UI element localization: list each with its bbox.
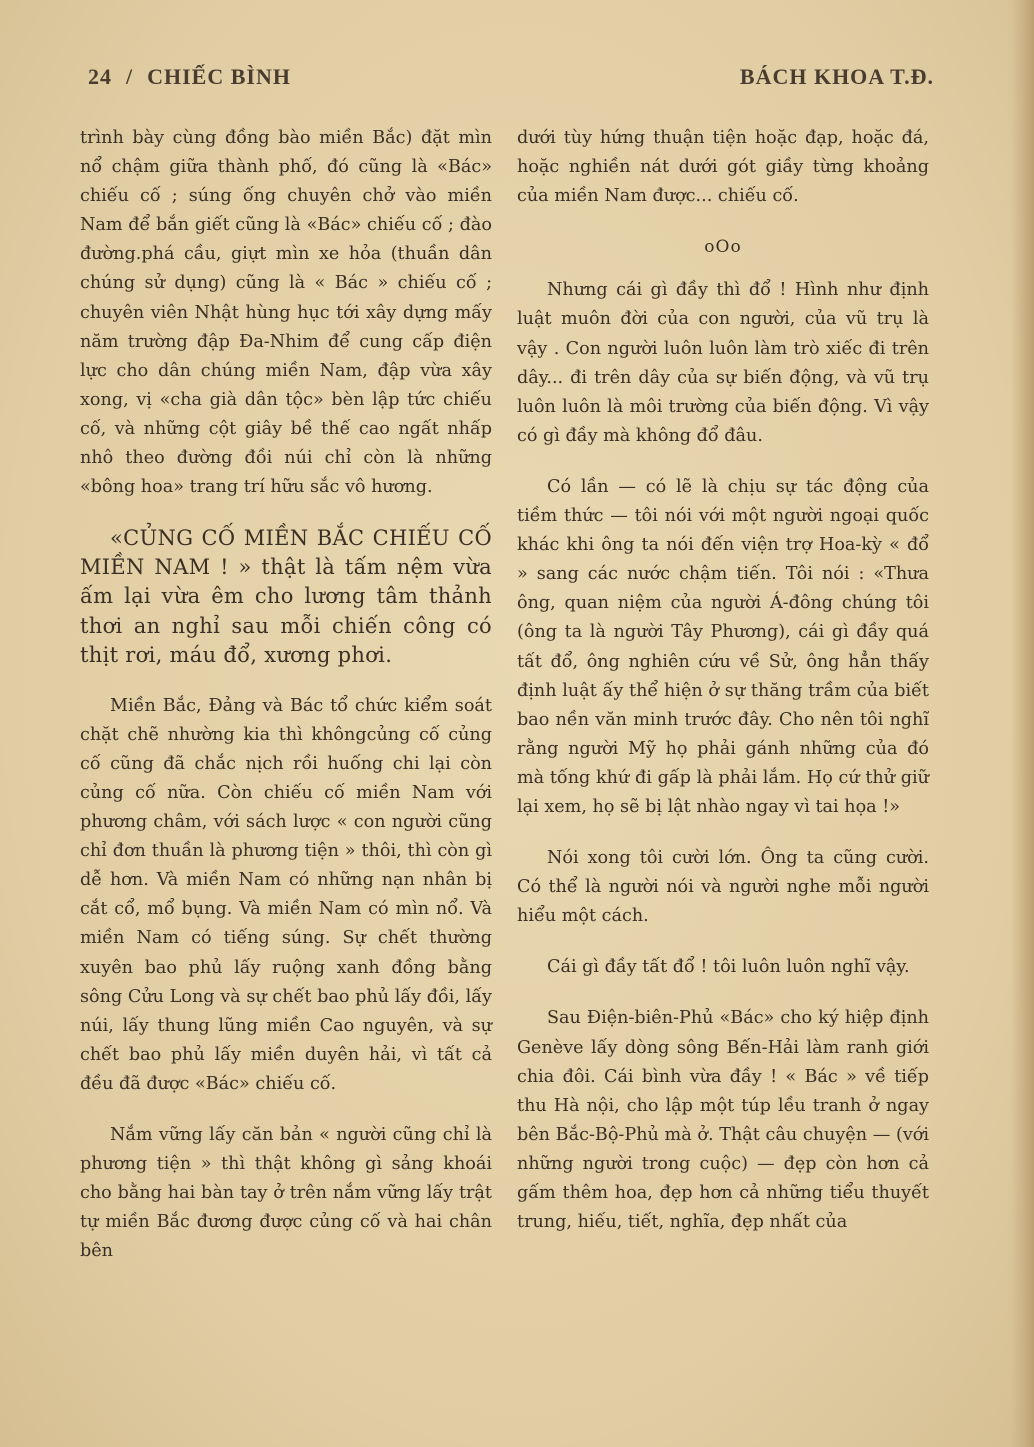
left-paragraph-4: Nắm vững lấy căn bản « người cũng chỉ là phương tiện » thì thật không gì sảng khoái cho bằng hai bàn tay ở trên nắm vững lấy trật tự miền Bắc đương được củng cố và hai chân bên [80,1125,492,1262]
right-paragraph-1: dưới tùy hứng thuận tiện hoặc đạp, hoặc đá, hoặc nghiền nát dưới gót giầy từng khoảng của miền Nam được... chiếu cố. [517,128,929,207]
right-paragraph-5: Cái gì đầy tất đổ ! tôi luôn luôn nghĩ vậy. [547,957,910,978]
right-paragraph-2: Nhưng cái gì đầy thì đổ ! Hình như định luật muôn đời của con người, của vũ trụ là vậy . Con người luôn luôn làm trò xiếc đi trên dây... đi trên dây của sự biến động, và vũ trụ luôn luôn là môi trường của biến động. Vì vậy có gì đầy mà không đổ đâu. [517,280,929,446]
right-paragraph-6: Sau Điện-biên-Phủ «Bác» cho ký hiệp định Genève lấy dòng sông Bến-Hải làm ranh giới chia đôi. Cái bình vừa đầy ! « Bác » về tiếp thu Hà nội, cho lập một túp lều tranh ở ngay bên Bắc-Bộ-Phủ mà ở. Thật câu chuyện — (với những người trong cuộc) — đẹp còn hơn cả gấm thêm hoa, đẹp hơn cả những tiểu thuyết trung, hiếu, tiết, nghĩa, đẹp nhất của [517,1008,929,1233]
page-edge-shadow [1010,0,1034,1447]
left-column [80,124,492,1288]
page-number: 24 [88,64,112,89]
right-paragraph-4: Nói xong tôi cười lớn. Ông ta cũng cười. Có thể là người nói và người nghe mỗi người hiểu một cách. [517,848,929,927]
page-header [88,64,934,94]
left-paragraph-1: trình bày cùng đồng bào miền Bắc) đặt mìn nổ chậm giữa thành phố, đó cũng là «Bác» chiếu cố ; súng ống chuyên chở vào miền Nam để bắn giết cũng là «Bác» chiếu cố ; đào đường.phá cầu, giựt mìn xe hỏa (thuần dân chúng sử dụng) cũng là « Bác » chiếu cố ; chuyên viên Nhật hùng hục tới xây dựng mấy năm trường đập Đa-Nhim để cung cấp điện lực cho dân chúng miền Nam, đập vừa xây xong, vị «cha già dân tộc» bèn lập tức chiếu cố, và những cột giây bề thế cao ngất nhấp nhô theo đường đồi núi chỉ còn là những «bông hoa» trang trí hữu sắc vô hương. [80,128,492,498]
left-paragraph-3: Miền Bắc, Đảng và Bác tổ chức kiểm soát chặt chẽ nhường kia thì khôngcủng cố củng cố cũng đã chắc nịch rồi huống chi lại còn củng cố nữa. Còn chiếu cố miền Nam với phương châm, với sách lược « con người cũng chỉ đơn thuần là phương tiện » thôi, thì còn gì dễ hơn. Và miền Nam có những nạn nhân bị cắt cổ, mổ bụng. Và miền Nam có mìn nổ. Và miền Nam có tiếng súng. Sự chết thường xuyên bao phủ lấy ruộng xanh đồng bằng sông Cửu Long và sự chết bao phủ lấy đồi, lấy núi, lấy thung lũng miền Cao nguyên, và sự chết bao phủ lấy miền duyên hải, vì tất cả đều đã được «Bác» chiếu cố. [80,695,492,1094]
right-paragraph-3: Có lần — có lẽ là chịu sự tác động của tiềm thức — tôi nói với một người ngoại quốc khác khi ông ta nói đến viện trợ Hoa-kỳ « đổ » sang các nước chậm tiến. Tôi nói : «Thưa ông, quan niệm của người Á-đông chúng tôi (ông ta là người Tây Phương), cái gì đầy quá tất đổ, ông nghiên cứu về Sử, ông hẳn thấy định luật ấy thể hiện ở sự thăng trầm của biết bao nền văn minh trước đây. Cho nên tôi nghĩ rằng người Mỹ họ phải gánh những của đó mà tống khứ đi gấp là phải lắm. Họ cứ thử giữ lại xem, họ sẽ bị lật nhào ngay vì tai họa !» [517,476,929,817]
separator-mark: oOo [704,237,742,258]
header-left [88,64,291,90]
section-separator [517,233,929,262]
right-column [517,124,929,1259]
header-separator: / [126,64,134,89]
section-title: CHIẾC BÌNH [147,64,291,89]
magazine-name: BÁCH KHOA T.Đ. [739,64,934,89]
left-paragraph-slogan: «CỦNG CỐ MIỀN BẮC CHIẾU CỐ MIỀN NAM ! » thật là tấm nệm vừa ấm lại vừa êm cho lương tâm thảnh thơi an nghỉ sau mỗi chiến công có thịt rơi, máu đổ, xương phơi. [80,526,492,667]
